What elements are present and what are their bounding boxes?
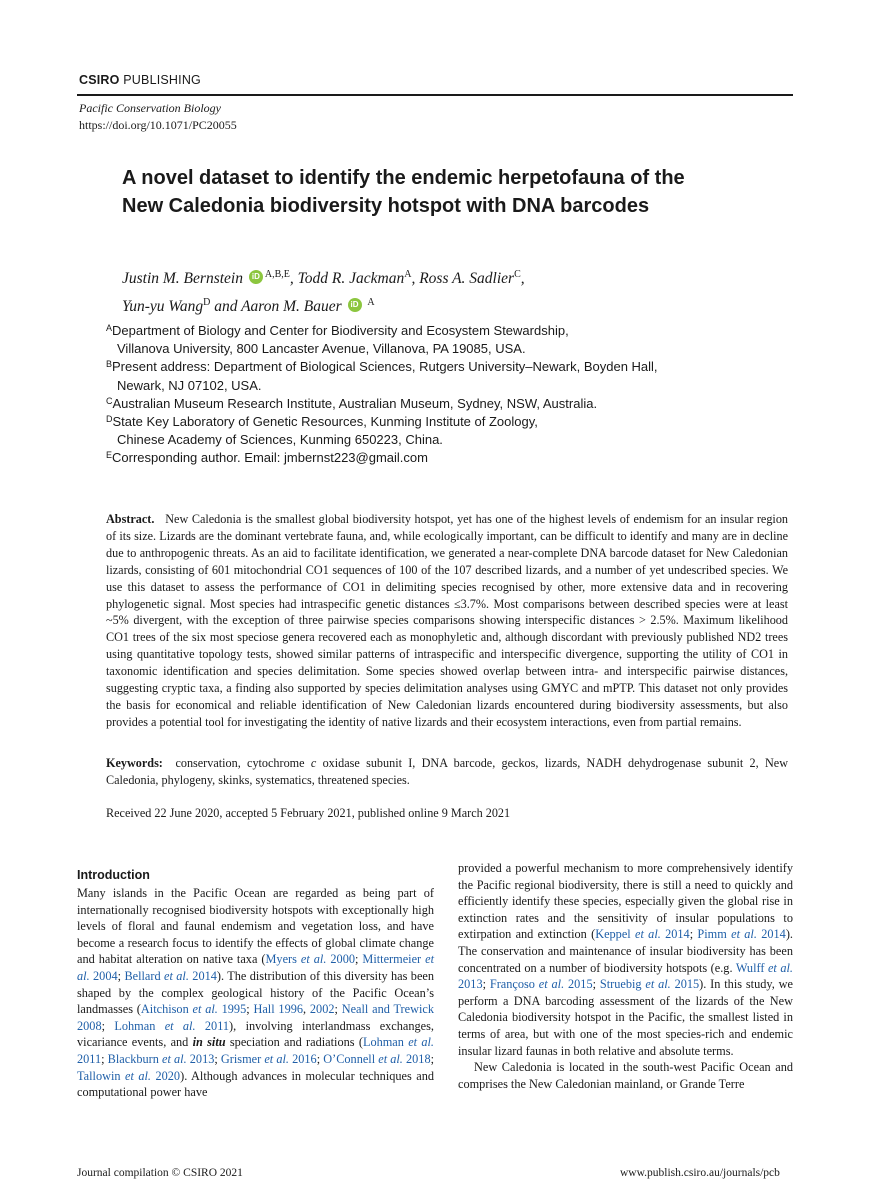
author-wang[interactable]: Yun-yu Wang [122,298,204,316]
corresponding-email[interactable]: Corresponding author. Email: jmbernst223@gmail.com [112,450,428,466]
abstract-text: New Caledonia is the smallest global biodiversity hotspot, yet has one of the highest levels of endemism for an insular region of its size. Lizards are the dominant vertebrate fauna, and, while ecologically important, can be difficult to identify and many are in decline due to anthropogenic threats. As an aid to facilitate identification, we generated a near-complete DNA barcode dataset for New Caledonian lizards, consisting of 601 mitochondrial CO1 sequences of 100 of the 107 described lizards, and a number of yet undescribed species. We use this dataset to assess the performance of CO1 in delimiting species recognised by other, more extensive data and in recovering phylogenetic signal. Most species had intraspecific genetic distances ≤3.7%. Most comparisons between described species were at least ~5% divergent, with the exception of three pairwise species comparisons showing interspecific distances > 2.5%. Maximum likelihood CO1 trees of the six most speciose genera recovered each as monophyletic and, although discordant with previously published ND2 trees using quantitative topology tests, showed similar patterns of intraspecific and interspecific divergence, supporting the utility of CO1 in taxonomic identification and species delimitation. Some species showed overlap between intra- and interspecific pairwise distances, suggesting cryptic taxa, a finding also supported by species delimitation analyses using GMYC and mPTP. This dataset not only provides the basis for economical and reliable identification of New Caledonian lizards encountered during biodiversity assessments, but also provides a potential tool for investigating the identity of native lizards and their ecosystem interactions, even from partial remains. [106,512,789,729]
orcid-icon[interactable]: iD [348,298,362,312]
title-line-1: A novel dataset to identify the endemic herpetofauna of the [122,167,685,189]
keywords-label: Keywords: [106,756,163,770]
footer-copyright: Journal compilation © CSIRO 2021 [77,1167,243,1179]
citation-link[interactable]: 2002 [309,1002,335,1017]
section-heading-introduction: Introduction [77,868,150,882]
author-sadlier[interactable]: , Ross A. Sadlier [411,270,515,288]
orcid-icon[interactable]: iD [249,270,263,284]
doi-link[interactable]: https://doi.org/10.1071/PC20055 [79,118,237,132]
citation-link[interactable]: Hall 1996 [253,1002,304,1017]
received-dates: Received 22 June 2020, accepted 5 February 2021, published online 9 March 2021 [106,806,511,820]
journal-name: Pacific Conservation Biology [79,101,221,115]
publisher-name: CSIRO PUBLISHING [79,73,201,87]
citation-link[interactable]: Aitchison et al. 1995 [140,1002,247,1017]
citation-link[interactable]: Lohman et al. 2011 [77,1035,434,1066]
citation-link[interactable]: Pimm et al. 2014 [697,927,786,942]
affiliation-d: $^D$State Key Laboratory of Genetic Resources, Kunming Institute of Zoology, Chinese Academy of Sciences, Kunming 650223, China. [106,414,538,448]
body-column-left: Many islands in the Pacific Ocean are regarded as being part of internationally recognised biodiversity hotspots with exceptionally high levels of floral and faunal endemism and vegetation loss, and have become a research focus to identify the effects of global climate change and habitat alteration on native taxa (Myers et al. 2000; Mittermeier et al. 2004; Bellard et al. 2014). The distribution of this diversity has been shaped by the complex geological history of the Pacific Ocean’s landmasses (Aitchison et al. 1995; Hall 1996, 2002; Neall and Trewick 2008; Lohman et al. 2011), involving interlandmass exchanges, vicariance events, and in situ speciation and radiations (Lohman et al. 2011; Blackburn et al. 2013; Grismer et al. 2016; O’Connell et al. 2018; Tallowin et al. 2020). Although advances in molecular techniques and computational power have [77,886,435,1100]
affiliation-a: $^A$Department of Biology and Center for Biodiversity and Ecosystem Stewardship, Villanova University, 800 Lancaster Avenue, Villanova, PA 19085, USA. [106,323,569,357]
affiliation-e: $^E$Corresponding author. Email: jmbernst223@gmail.com [106,450,428,466]
citation-link[interactable]: Mittermeier et al. 2004 [77,952,434,983]
citation-link[interactable]: Bellard et al. 2014 [124,968,217,983]
author-bauer[interactable]: and Aaron M. Bauer [210,298,342,316]
abstract [106,511,788,731]
citation-link[interactable]: O’Connell et al. 2018 [323,1051,431,1066]
abstract-label: Abstract. [106,512,155,526]
affiliation-c: $^C$Australian Museum Research Institute, Australian Museum, Sydney, NSW, Australia. [106,395,598,411]
citation-link[interactable]: Myers et al. 2000 [265,952,355,967]
author-jackman[interactable]: , Todd R. Jackman [289,270,405,288]
citation-link[interactable]: Keppel et al. 2014 [595,927,690,942]
citation-link[interactable]: Struebig et al. 2015 [599,977,700,992]
title-line-2: New Caledonia biodiversity hotspot with DNA barcodes [122,195,650,217]
footer-url[interactable]: www.publish.csiro.au/journals/pcb [620,1167,780,1179]
citation-link[interactable]: Blackburn et al. 2013 [107,1051,215,1066]
keywords: Keywords: conservation, cytochrome c oxidase subunit I, DNA barcode, geckos, lizards, NADH dehydrogenase subunit 2, New Caledonia, phylogeny, skinks, systematics, threatened species. [106,756,788,787]
body-column-right: provided a powerful mechanism to more comprehensively identify the Pacific regional biodiversity, there is still a need to quickly and efficiently identify these species, especially given the global rise in extinction rates and the sensitivity of insular populations to extirpation and extinction (Keppel et al. 2014; Pimm et al. 2014). The conservation and maintenance of insular biodiversity has been concentrated on a number of biodiversity hotspots (e.g. Wulff et al. 2013; Françoso et al. 2015; Struebig et al. 2015). In this study, we perform a DNA barcoding assessment of the lizards of the New Caledonia biodiversity hotspot in the Pacific, the smallest listed in terms of area, but with one of the most species-rich and endemic insular lizard faunas in both relative and absolute terms. New Caledonia is located in the south-west Pacific Ocean and comprises the New Caledonian mainland, or Grande Terre [458,861,793,1091]
citation-link[interactable]: Tallowin et al. 2020 [77,1068,181,1083]
affiliations [106,322,796,468]
author-list [122,263,762,319]
citation-link[interactable]: Wulff et al. 2013 [458,960,793,992]
author-line-2: Yun-yu Wang$^D$ and Aaron M. Bauer iD $^A$ [122,297,375,316]
article-title [122,164,762,220]
citation-link[interactable]: Lohman et al. 2011 [114,1018,230,1033]
header-rule [77,94,793,96]
author-line-1: Justin M. Bernstein iD $^{A,B,E}$, Todd R. Jackman$^A$, Ross A. Sadlier$^C$, [122,269,525,288]
citation-link[interactable]: Grismer et al. 2016 [220,1051,317,1066]
citation-link[interactable]: Françoso et al. 2015 [489,977,593,992]
citation-link[interactable]: Neall and Trewick 2008 [77,1002,434,1033]
affiliation-b: $^B$Present address: Department of Biological Sciences, Rutgers University–Newark, Boyden Hall, Newark, NJ 07102, USA. [106,359,658,393]
author-bernstein[interactable]: Justin M. Bernstein [122,270,243,288]
